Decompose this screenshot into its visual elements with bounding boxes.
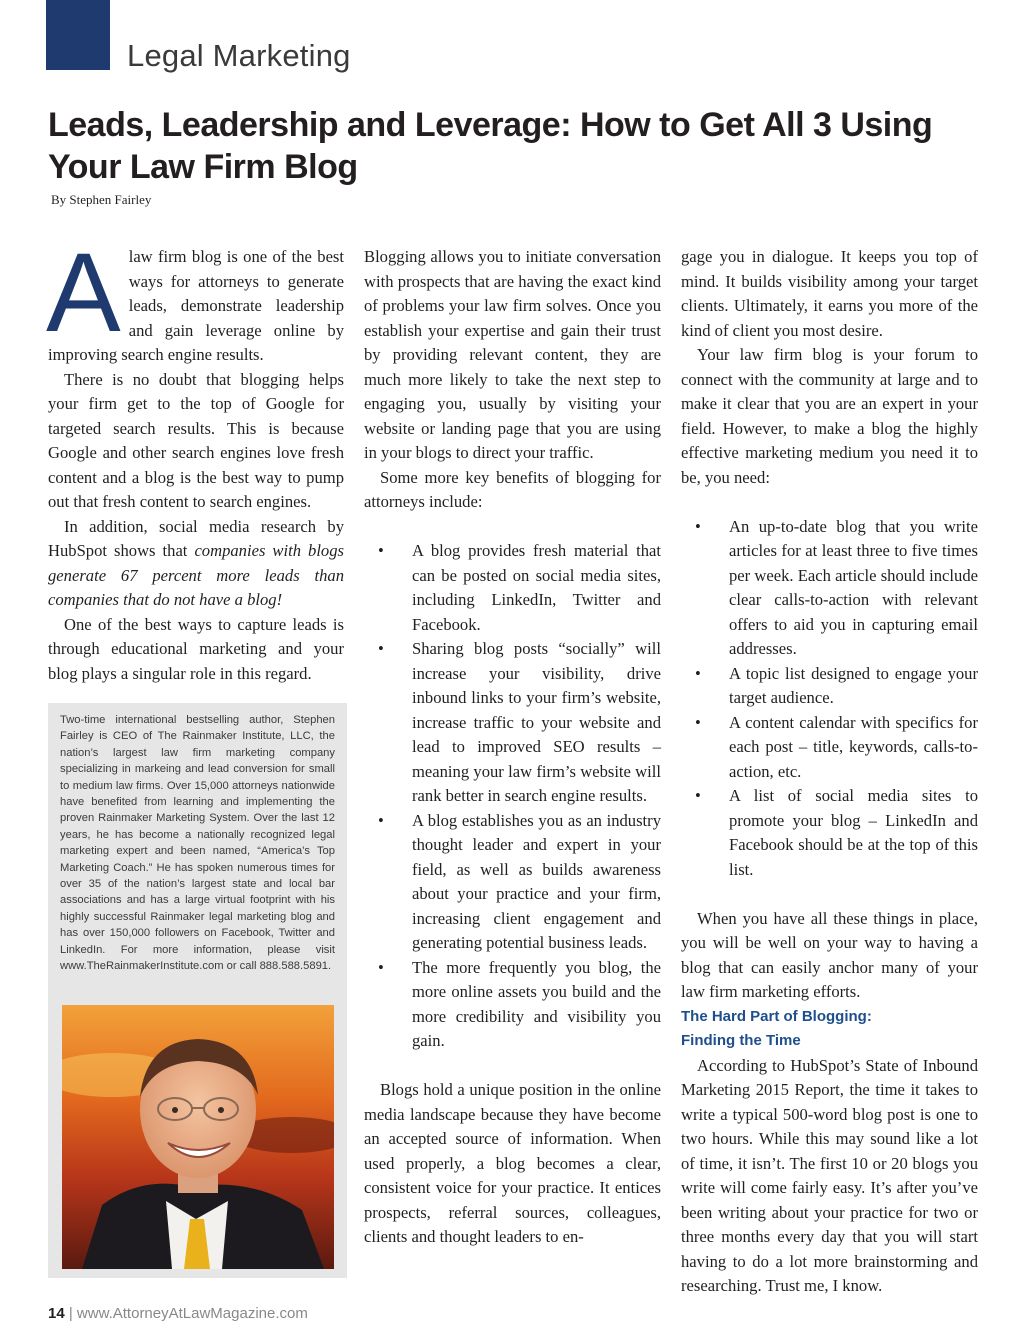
list-item	[364, 956, 661, 1054]
author-bio-text: Two-time international bestselling author, Stephen Fairley is CEO of The Rainmaker Institute, LLC, the nation’s largest law firm marketing company specializing in markeing and lead conversion for small to medium law firms. Over 15,000 attorneys nationwide have benefited from learning and implementing the proven Rainmaker Marketing System. Over the last 12 years, he has become a nationally recognized legal marketing expert and been named, “America’s Top Marketing Coach.” He has spoken numerous times for over 35 of the nation’s largest state and local bar associations and has a large virtual footprint with his highly successful Rainmaker legal marketing blog and has over 150,000 followers on Facebook, Twitter and LinkedIn. For more information, please visit www.TheRainmakerInstitute.com or call 888.588.5891.	[60, 714, 335, 973]
intro-paragraph	[46, 230, 344, 368]
paragraph: Blogs hold a unique position in the online media landscape because they have become an accepted source of information. When used properly, a blog becomes a clear, consistent voice for your practice. It entices prospects, referral sources, colleagues, clients and thought leaders to en-	[364, 1080, 661, 1246]
bullet-icon: •	[378, 810, 384, 830]
paragraph: When you have all these things in place, you will be well on your way to having a blog that can easily anchor many of your law firm marketing efforts.	[681, 908, 978, 1001]
column-1	[46, 230, 344, 686]
author-photo	[62, 1005, 334, 1269]
paragraph: There is no doubt that blogging helps your firm get to the top of Google for targeted search results. This is because Google and other search engines love fresh content and a blog is the best way to pump out that fresh content to search engines.	[48, 369, 344, 511]
article-headline: Leads, Leadership and Leverage: How to Get All 3 Using Your Law Firm Blog	[48, 106, 933, 186]
list-item-text: The more frequently you blog, the more online assets you build and the more credibility and visibility you gain.	[412, 957, 661, 1050]
page-number: 14	[48, 1305, 65, 1322]
needs-list	[681, 515, 978, 883]
section-color-block	[46, 0, 110, 70]
column-3	[681, 245, 978, 1299]
bullet-icon: •	[695, 712, 701, 732]
subheading: The Hard Part of Blogging:	[681, 1007, 872, 1025]
list-item-text: A list of social media sites to promote your blog – LinkedIn and Facebook should be at the top of this list.	[729, 786, 978, 879]
paragraph: One of the best ways to capture leads is through educational marketing and your blog plays a singular role in this regard.	[48, 614, 344, 683]
list-item-text: A blog establishes you as an industry thought leader and expert in your field, as well as builds awareness about your practice and your firm, increasing client engagement and generating potential business leads.	[412, 810, 661, 952]
list-item	[681, 662, 978, 711]
byline: By Stephen Fairley	[51, 192, 152, 207]
paragraph: Blogging allows you to initiate conversation with prospects that are having the exact kind of problems your law firm solves. Once you establish your expertise and gain their trust by providing relevant content, they are much more likely to take the next step to engaging you, usually by visiting your website or landing page that you are using in your blogs to direct your traffic.	[364, 247, 661, 462]
bullet-icon: •	[695, 786, 701, 805]
section-title: Legal Marketing	[127, 38, 351, 73]
bullet-icon: •	[378, 957, 384, 977]
column-2	[364, 245, 661, 1250]
footer-website: www.AttorneyAtLawMagazine.com	[76, 1305, 308, 1322]
author-bio-box	[48, 703, 347, 1278]
bullet-icon: •	[378, 541, 384, 560]
bullet-icon: •	[695, 663, 701, 683]
list-item-text: Sharing blog posts “socially” will increase your visibility, drive inbound links to your firm’s website, increase traffic to your website and lead to improved SEO results – meaning your law firm’s website will rank better in search engine results.	[412, 639, 661, 805]
list-item	[364, 539, 661, 637]
list-item-text: An up-to-date blog that you write articles for at least three to five times per week. Each article should include clear calls-to-action with relevant offers to aid you in capturing email addresses.	[729, 516, 978, 658]
bullet-icon: •	[378, 639, 384, 658]
paragraph: According to HubSpot’s State of Inbound Marketing 2015 Report, the time it takes to write a typical 500-word blog post is one to two hours. While this may sound like a lot of time, it isn’t. The first 10 or 20 blogs you write will come fairly easy. It’s after you’ve been writing about your practice for two or three months every day that you will start having to do a lot more brainstorming and researching. Trust me, I know.	[681, 1055, 978, 1295]
bullet-icon: •	[695, 516, 701, 536]
list-item	[681, 515, 978, 662]
paragraph: Your law firm blog is your forum to connect with the community at large and to make it clear that you are an expert in your field. However, to make a blog the highly effective marketing medium you need it to be, you need:	[681, 345, 978, 487]
paragraph-hubspot	[48, 515, 344, 613]
list-item	[364, 809, 661, 956]
subheading: Finding the Time	[681, 1032, 801, 1049]
list-item-text: A topic list designed to engage your target audience.	[729, 663, 978, 707]
footer-separator: |	[64, 1305, 77, 1322]
italic-quote: companies with blogs generate 67 percent more leads than companies that do not have a blog!	[48, 541, 344, 609]
paragraph: Some more key benefits of blogging for attorneys include:	[364, 467, 661, 511]
list-item	[364, 637, 661, 809]
list-item	[681, 711, 978, 785]
list-item-text: A content calendar with specifics for each post – title, keywords, calls-to-action, etc.	[729, 712, 978, 781]
paragraph-text: In addition, social media research by HubSpot shows that	[48, 516, 344, 560]
list-item-text: A blog provides fresh material that can be posted on social media sites, including LinkedIn, Twitter and Facebook.	[412, 541, 661, 634]
paragraph: gage you in dialogue. It keeps you top of mind. It builds visibility among your target clients. Ultimately, it earns you more of the kind of client you most desire.	[681, 247, 978, 340]
drop-cap: A	[46, 230, 121, 355]
list-item	[681, 784, 978, 882]
intro-text: law firm blog is one of the best ways for attorneys to generate leads, demonstrate leadership and gain leverage online by improving search engine results.	[48, 247, 344, 364]
benefits-list	[364, 539, 661, 1054]
page-footer	[48, 1305, 308, 1322]
